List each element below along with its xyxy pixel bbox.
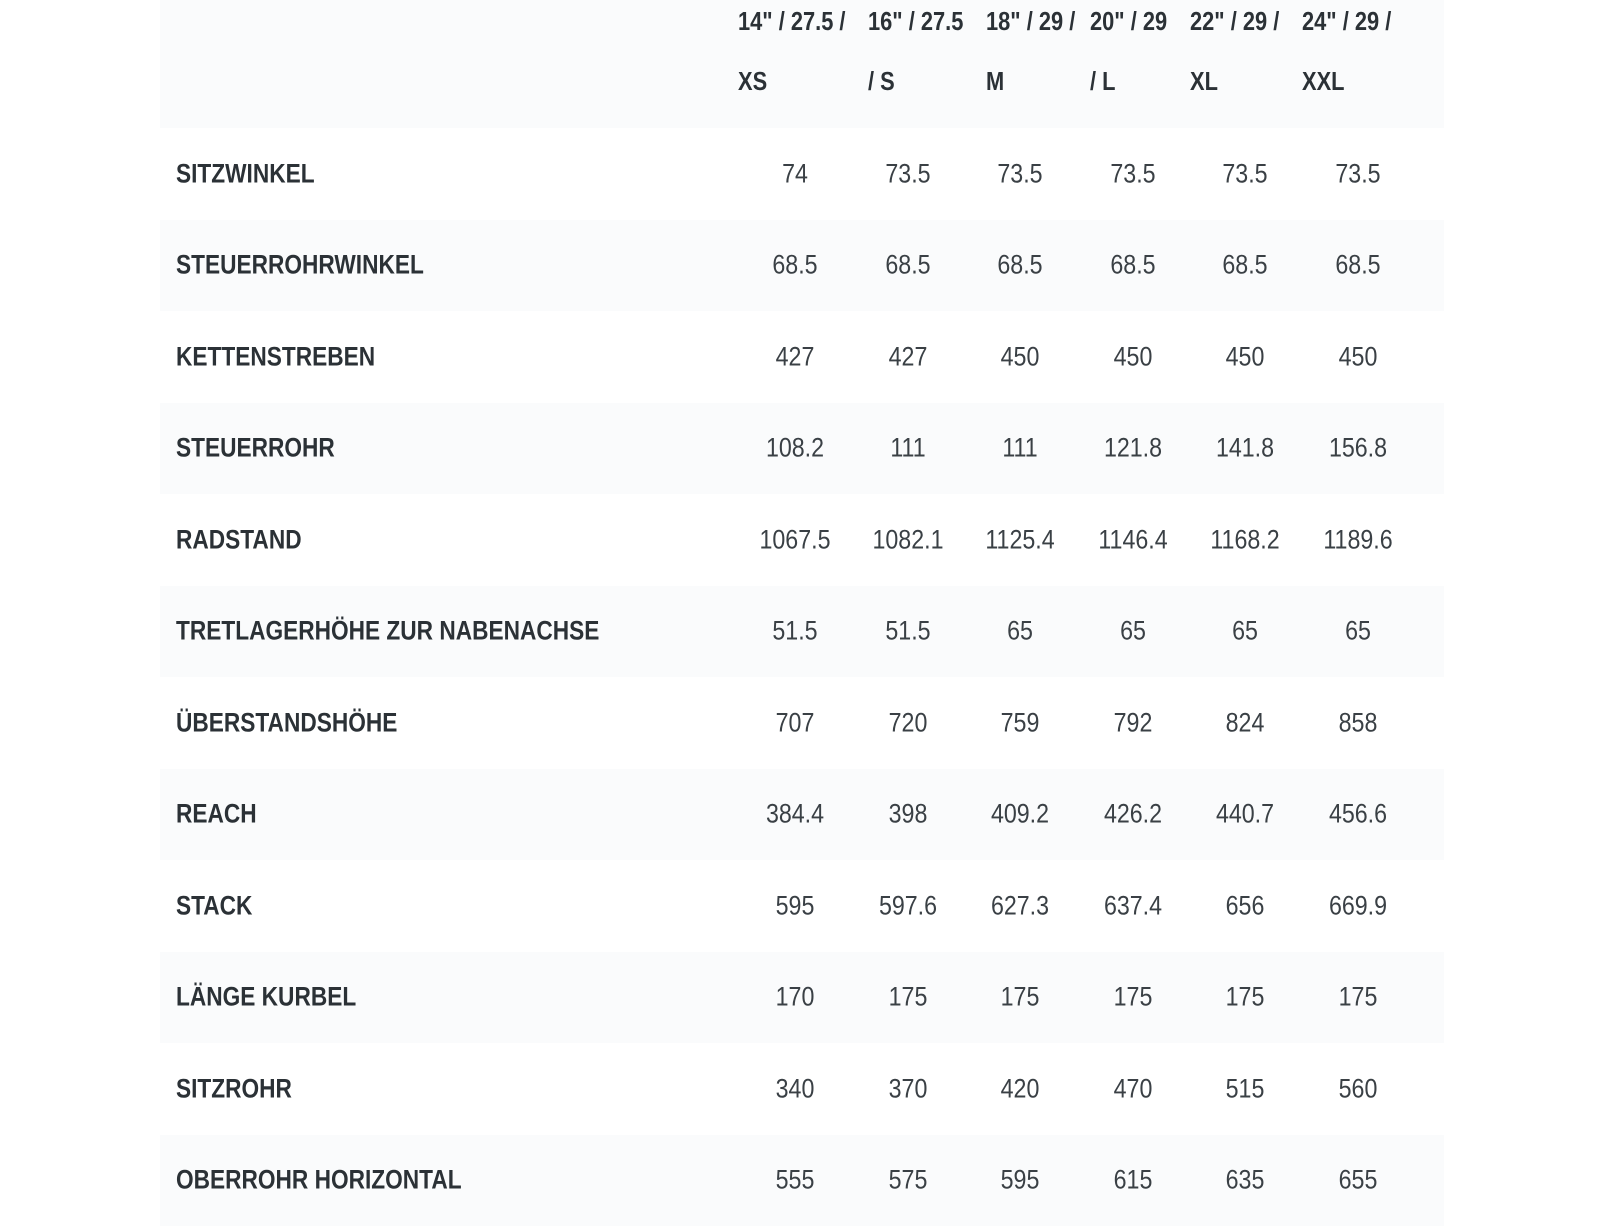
size-header-line2: / L <box>1090 68 1115 94</box>
table-cell: 427 <box>889 341 928 372</box>
table-cell: 759 <box>1001 707 1040 738</box>
row-label: SITZROHR <box>176 1073 292 1104</box>
row-label: TRETLAGERHÖHE ZUR NABENACHSE <box>176 616 599 647</box>
table-cell: 456.6 <box>1329 799 1387 830</box>
table-cell: 1067.5 <box>759 524 830 555</box>
table-cell: 73.5 <box>1335 158 1380 189</box>
table-cell: 175 <box>1114 982 1153 1013</box>
table-cell: 450 <box>1226 341 1265 372</box>
table-row <box>160 677 1444 769</box>
table-cell: 427 <box>776 341 815 372</box>
table-row <box>160 769 1444 861</box>
table-cell: 655 <box>1339 1165 1378 1196</box>
table-cell: 65 <box>1007 616 1033 647</box>
row-label: STEUERROHRWINKEL <box>176 250 424 281</box>
table-cell: 65 <box>1345 616 1371 647</box>
table-cell: 707 <box>776 707 815 738</box>
row-label: SITZWINKEL <box>176 158 315 189</box>
table-cell: 1082.1 <box>872 524 943 555</box>
table-body <box>160 128 1444 1226</box>
table-cell: 627.3 <box>991 890 1049 921</box>
table-cell: 440.7 <box>1216 799 1274 830</box>
table-cell: 51.5 <box>885 616 930 647</box>
size-header-line2: XS <box>738 68 767 94</box>
size-header-line1: 22" / 29 / <box>1190 8 1279 34</box>
table-cell: 409.2 <box>991 799 1049 830</box>
table-cell: 65 <box>1120 616 1146 647</box>
table-cell: 175 <box>1226 982 1265 1013</box>
table-row <box>160 220 1444 312</box>
size-header-line1: 14" / 27.5 / <box>738 8 845 34</box>
table-row <box>160 952 1444 1044</box>
table-cell: 1189.6 <box>1323 524 1392 555</box>
table-cell: 51.5 <box>772 616 817 647</box>
table-cell: 420 <box>1001 1073 1040 1104</box>
geometry-table <box>160 0 1444 1226</box>
table-cell: 121.8 <box>1104 433 1162 464</box>
table-cell: 370 <box>889 1073 928 1104</box>
table-cell: 170 <box>776 982 815 1013</box>
row-label: KETTENSTREBEN <box>176 341 375 372</box>
table-cell: 68.5 <box>885 250 930 281</box>
table-cell: 111 <box>890 433 925 464</box>
table-cell: 384.4 <box>766 799 824 830</box>
table-cell: 597.6 <box>879 890 937 921</box>
size-header-line1: 18" / 29 / <box>986 8 1075 34</box>
table-row <box>160 1135 1444 1226</box>
table-cell: 68.5 <box>997 250 1042 281</box>
row-label: LÄNGE KURBEL <box>176 982 356 1013</box>
table-cell: 175 <box>1339 982 1378 1013</box>
row-label: STACK <box>176 890 252 921</box>
size-header-line2: M <box>986 68 1004 94</box>
size-header-line2: XL <box>1190 68 1218 94</box>
table-cell: 68.5 <box>1335 250 1380 281</box>
table-cell: 68.5 <box>1110 250 1155 281</box>
table-cell: 141.8 <box>1216 433 1274 464</box>
table-cell: 555 <box>776 1165 815 1196</box>
table-row <box>160 586 1444 678</box>
table-cell: 824 <box>1226 707 1265 738</box>
table-cell: 65 <box>1232 616 1258 647</box>
table-row <box>160 403 1444 495</box>
table-cell: 575 <box>889 1165 928 1196</box>
table-cell: 470 <box>1114 1073 1153 1104</box>
size-header-line1: 20" / 29 <box>1090 8 1167 34</box>
table-cell: 73.5 <box>885 158 930 189</box>
table-row <box>160 1043 1444 1135</box>
table-cell: 595 <box>1001 1165 1040 1196</box>
table-cell: 595 <box>776 890 815 921</box>
table-cell: 669.9 <box>1329 890 1387 921</box>
table-cell: 450 <box>1339 341 1378 372</box>
table-cell: 74 <box>782 158 808 189</box>
table-cell: 656 <box>1226 890 1265 921</box>
table-cell: 426.2 <box>1104 799 1162 830</box>
table-cell: 515 <box>1226 1073 1265 1104</box>
table-cell: 111 <box>1002 433 1037 464</box>
table-cell: 1146.4 <box>1098 524 1167 555</box>
table-cell: 637.4 <box>1104 890 1162 921</box>
table-cell: 73.5 <box>997 158 1042 189</box>
table-cell: 68.5 <box>1222 250 1267 281</box>
size-header-line2: / S <box>868 68 895 94</box>
table-cell: 720 <box>889 707 928 738</box>
table-cell: 858 <box>1339 707 1378 738</box>
row-label: OBERROHR HORIZONTAL <box>176 1165 462 1196</box>
row-label: STEUERROHR <box>176 433 335 464</box>
table-cell: 1125.4 <box>985 524 1054 555</box>
table-cell: 68.5 <box>772 250 817 281</box>
row-label: RADSTAND <box>176 524 302 555</box>
table-cell: 450 <box>1114 341 1153 372</box>
row-label: ÜBERSTANDSHÖHE <box>176 707 397 738</box>
table-cell: 398 <box>889 799 928 830</box>
table-row <box>160 311 1444 403</box>
table-cell: 73.5 <box>1222 158 1267 189</box>
table-cell: 175 <box>1001 982 1040 1013</box>
row-label: REACH <box>176 799 257 830</box>
table-cell: 792 <box>1114 707 1153 738</box>
table-row <box>160 494 1444 586</box>
table-cell: 156.8 <box>1329 433 1387 464</box>
table-row <box>160 128 1444 220</box>
size-header-line2: XXL <box>1302 68 1344 94</box>
size-header-line1: 24" / 29 / <box>1302 8 1391 34</box>
table-cell: 450 <box>1001 341 1040 372</box>
table-cell: 340 <box>776 1073 815 1104</box>
table-cell: 635 <box>1226 1165 1265 1196</box>
table-cell: 175 <box>889 982 928 1013</box>
table-cell: 560 <box>1339 1073 1378 1104</box>
table-cell: 73.5 <box>1110 158 1155 189</box>
table-row <box>160 860 1444 952</box>
table-cell: 1168.2 <box>1210 524 1279 555</box>
size-header-line1: 16" / 27.5 <box>868 8 963 34</box>
table-cell: 615 <box>1114 1165 1153 1196</box>
table-cell: 108.2 <box>766 433 824 464</box>
table-header <box>160 0 1444 128</box>
